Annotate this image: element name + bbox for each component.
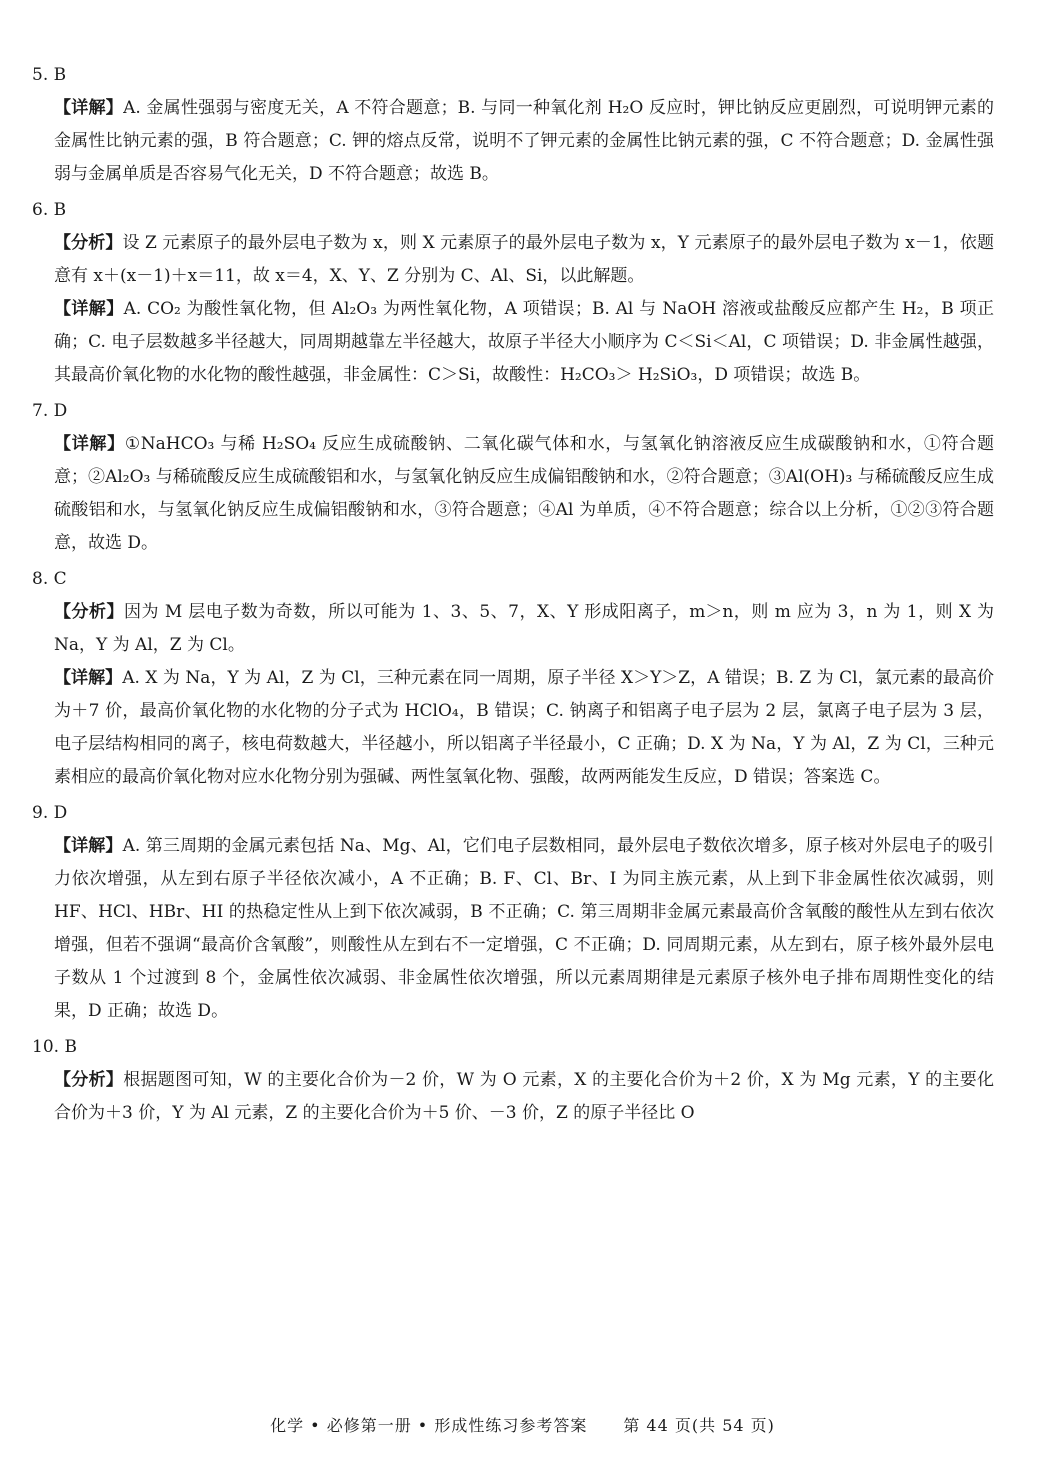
section-tag: 【分析】 [54,233,123,253]
answer-content [30,62,995,1136]
question-number: 8. C [32,569,67,589]
answer-item [30,800,995,1028]
question-number: 5. B [32,65,67,85]
explanation-text: A. 金属性强弱与密度无关，A 不符合题意；B. 与同一种氧化剂 H₂O 反应时，钾比钠反应更剧烈，可说明钾元素的金属性比钠元素的强，B 符合题意；C. 钾的熔点反常，说明不了钾元素的金属性比钠元素的强，C 不符合题意；D. 金属性强弱与金属单质是否容易气化无关，D 不符合题意；故选 B。 [54,98,994,184]
footer-title: 化学 • 必修第一册 • 形成性练习参考答案 [270,1416,588,1435]
explanation-text: 设 Z 元素原子的最外层电子数为 x，则 X 元素原子的最外层电子数为 x，Y 元素原子的最外层电子数为 x－1，依题意有 x＋(x－1)＋x＝11，故 x＝4，X、Y、Z 分别为 C、Al、Si，以此解题。 [54,233,995,286]
section-tag: 【分析】 [54,602,125,622]
answer-item [30,62,994,191]
section-tag: 【详解】 [54,98,124,118]
explanation-text: A. 第三周期的金属元素包括 Na、Mg、Al，它们电子层数相同，最外层电子数依次增多，原子核对外层电子的吸引力依次增强，从左到右原子半径依次减小，A 不正确；B. F、Cl、Br、I 为同主族元素，从上到下非金属性依次减弱，则 HF、HCl、HBr、HI 的热稳定性从上到下依次减弱，B 不正确；C. 第三周期非金属元素最高价含氧酸的酸性从左到右依次增强，但若不强调“最高价含氧酸”，则酸性从左到右不一定增强，C 不正确；D. 同周期元素，从左到右，原子核外最外层电子数从 1 个过渡到 8 个，金属性依次减弱、非金属性依次增强，所以元素周期律是元素原子核外电子排布周期性变化的结果，D 正确；故选 D。 [54,836,995,1021]
section-tag: 【详解】 [54,299,124,319]
section-tag: 【详解】 [54,434,125,454]
explanation-text: A. X 为 Na，Y 为 Al，Z 为 Cl，三种元素在同一周期，原子半径 X＞Y＞Z，A 错误；B. Z 为 Cl，氯元素的最高价为＋7 价，最高价氧化物的水化物的分子式为 HClO₄，B 错误；C. 钠离子和铝离子电子层为 2 层，氯离子电子层为 3 层，电子层结构相同的离子，核电荷数越大，半径越小，所以铝离子半径最小，C 正确；D. X 为 Na，Y 为 Al，Z 为 Cl，三种元素相应的最高价氧化物对应水化物分别为强碱、两性氢氧化物、强酸，故两两能发生反应，D 错误；答案选 C。 [54,668,994,787]
question-number: 10. B [32,1037,77,1057]
explanation-text: 根据题图可知，W 的主要化合价为－2 价，W 为 O 元素，X 的主要化合价为＋2 价，X 为 Mg 元素，Y 的主要化合价为＋3 价，Y 为 Al 元素，Z 的主要化合价为＋5 价、－3 价，Z 的原子半径比 O [54,1070,994,1123]
explanation-text: A. CO₂ 为酸性氧化物，但 Al₂O₃ 为两性氧化物，A 项错误；B. Al 与 NaOH 溶液或盐酸反应都产生 H₂，B 项正确；C. 电子层数越多半径越大，同周期越靠左半径越大，故原子半径大小顺序为 C＜Si＜Al，C 项错误；D. 非金属性越强，其最高价氧化物的水化物的酸性越强，非金属性：C＞Si，故酸性：H₂CO₃＞ H₂SiO₃，D 项错误；故选 B。 [54,299,994,385]
explanation-text: ①NaHCO₃ 与稀 H₂SO₄ 反应生成硫酸钠、二氧化碳气体和水，与氢氧化钠溶液反应生成碳酸钠和水，①符合题意；②Al₂O₃ 与稀硫酸反应生成硫酸铝和水，与氢氧化钠反应生成偏铝酸钠和水，②符合题意；③Al(OH)₃ 与稀硫酸反应生成硫酸铝和水，与氢氧化钠反应生成偏铝酸钠和水，③符合题意；④Al 为单质，④不符合题意；综合以上分析，①②③符合题意，故选 D。 [54,434,995,553]
section-tag: 【详解】 [54,668,123,688]
explanation-paragraph [54,662,994,794]
explanation-paragraph [54,293,994,392]
answer-item [30,398,995,560]
page-footer [0,1414,1045,1438]
question-number: 6. B [32,200,67,220]
answer-item [30,197,995,392]
answer-item [30,1034,994,1130]
section-tag: 【详解】 [54,836,123,856]
explanation-paragraph [54,227,994,293]
explanation-paragraph [54,830,994,1028]
question-number: 7. D [32,401,68,421]
footer-page-number: 第 44 页(共 54 页) [623,1416,775,1435]
section-tag: 【分析】 [54,1070,124,1090]
answer-item [30,566,994,794]
explanation-paragraph [54,428,994,560]
explanation-text: 因为 M 层电子数为奇数，所以可能为 1、3、5、7，X、Y 形成阳离子，m＞n，则 m 应为 3，n 为 1，则 X 为 Na，Y 为 Al，Z 为 Cl。 [54,602,994,655]
explanation-paragraph [54,92,994,191]
question-number: 9. D [32,803,68,823]
explanation-paragraph [54,1064,994,1130]
explanation-paragraph [54,596,994,662]
